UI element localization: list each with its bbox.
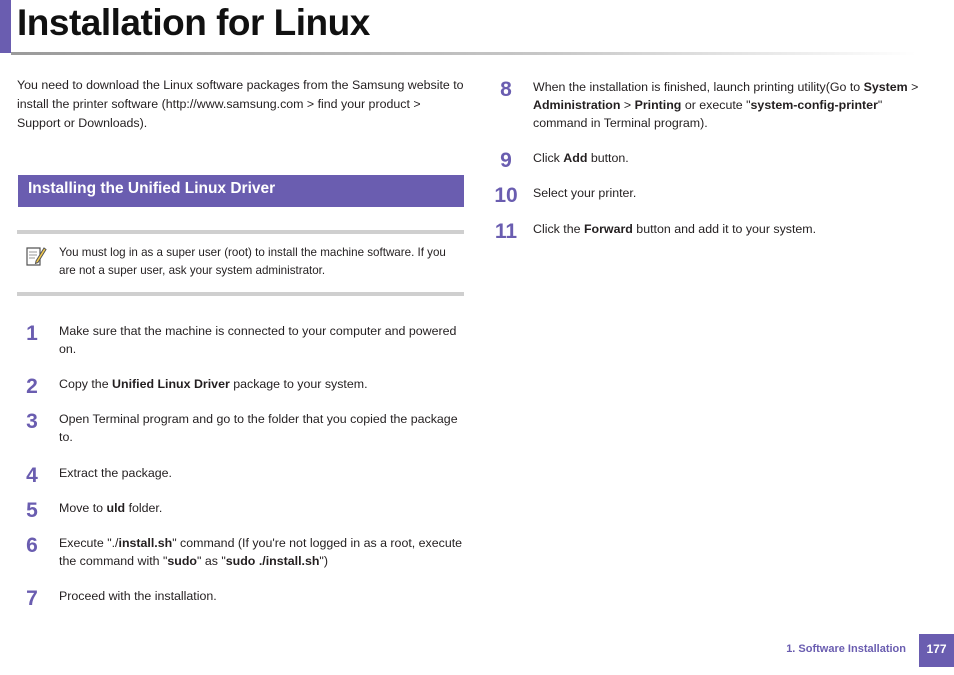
step-text	[59, 464, 464, 482]
note-box	[17, 230, 464, 296]
step-text-run: ")	[319, 554, 328, 568]
step-text	[59, 587, 464, 605]
step-number: 7	[26, 587, 38, 610]
step-number: 3	[26, 410, 38, 433]
step-text-run: or execute "	[681, 98, 751, 112]
step-text	[59, 322, 464, 358]
step-text-run: button.	[587, 151, 629, 165]
page-title: Installation for Linux	[17, 2, 370, 43]
step-text-run: When the installation is finished, launch printing utility(Go to	[533, 80, 864, 94]
step-text-run: Click	[533, 151, 564, 165]
step-text-run: folder.	[125, 501, 163, 515]
step-text-bold: uld	[106, 501, 126, 515]
step-text	[59, 534, 464, 570]
step-number: 4	[26, 464, 38, 487]
intro-paragraph: You need to download the Linux software packages from the Samsung website to install the printer software (http://www.samsung.com > find your product > Support or Downloads).	[17, 78, 464, 130]
step-text-run: " command in Terminal program).	[533, 98, 883, 130]
step-text-run: Execute "./	[59, 536, 119, 550]
step-text	[533, 184, 938, 202]
step-number: 6	[26, 534, 38, 557]
step-text-run: button and add it to your system.	[632, 222, 817, 236]
step-text-run: Open Terminal program and go to the folder that you copied the package to.	[59, 412, 458, 444]
step-text-bold: sudo ./install.sh	[225, 554, 320, 568]
step-text	[533, 220, 938, 238]
title-underline	[11, 52, 916, 55]
step-text-run: Select your printer.	[533, 186, 637, 200]
step-text-bold: Forward	[583, 222, 633, 236]
footer-chapter-label: 1. Software Installation	[786, 643, 906, 655]
step-text-run: Click the	[533, 222, 584, 236]
step-text-bold: Add	[563, 151, 588, 165]
title-accent-bar	[0, 0, 11, 53]
step-text-run: >	[620, 98, 635, 112]
note-pencil-icon	[25, 244, 47, 268]
step-text-bold: Printing	[634, 98, 682, 112]
step-number: 11	[494, 220, 518, 243]
step-text-run: " as "	[197, 554, 226, 568]
step-text-bold: System	[863, 80, 908, 94]
step-text	[533, 149, 938, 167]
section-title: Installing the Unified Linux Driver	[28, 180, 276, 197]
step-text	[533, 78, 938, 132]
section-header	[18, 175, 464, 207]
step-text-bold: system-config-printer	[750, 98, 878, 112]
step-text-run: Move to	[59, 501, 107, 515]
step-text	[59, 499, 464, 517]
step-text-run: " command (If you're not logged in as a root, execute the command with "	[59, 536, 463, 568]
note-text: You must log in as a super user (root) to install the machine software. If you are not a super user, ask your system administrator.	[59, 246, 446, 277]
step-number: 1	[26, 322, 38, 345]
step-number: 9	[500, 149, 512, 172]
step-text-run: Copy the	[59, 377, 113, 391]
step-number: 5	[26, 499, 38, 522]
step-number: 8	[500, 78, 512, 101]
step-text-bold: Administration	[533, 98, 621, 112]
step-text-run: package to your system.	[229, 377, 368, 391]
step-text-run: Extract the package.	[59, 466, 172, 480]
step-text-run: >	[907, 80, 919, 94]
step-text-run: Make sure that the machine is connected to your computer and powered on.	[59, 324, 457, 356]
step-text-bold: Unified Linux Driver	[112, 377, 230, 391]
step-text-bold: install.sh	[118, 536, 173, 550]
step-text-bold: sudo	[167, 554, 197, 568]
step-text	[59, 375, 464, 393]
step-number: 2	[26, 375, 38, 398]
step-number: 10	[494, 184, 518, 207]
page-number: 177	[919, 634, 954, 667]
step-text-run: Proceed with the installation.	[59, 589, 217, 603]
step-text	[59, 410, 464, 446]
